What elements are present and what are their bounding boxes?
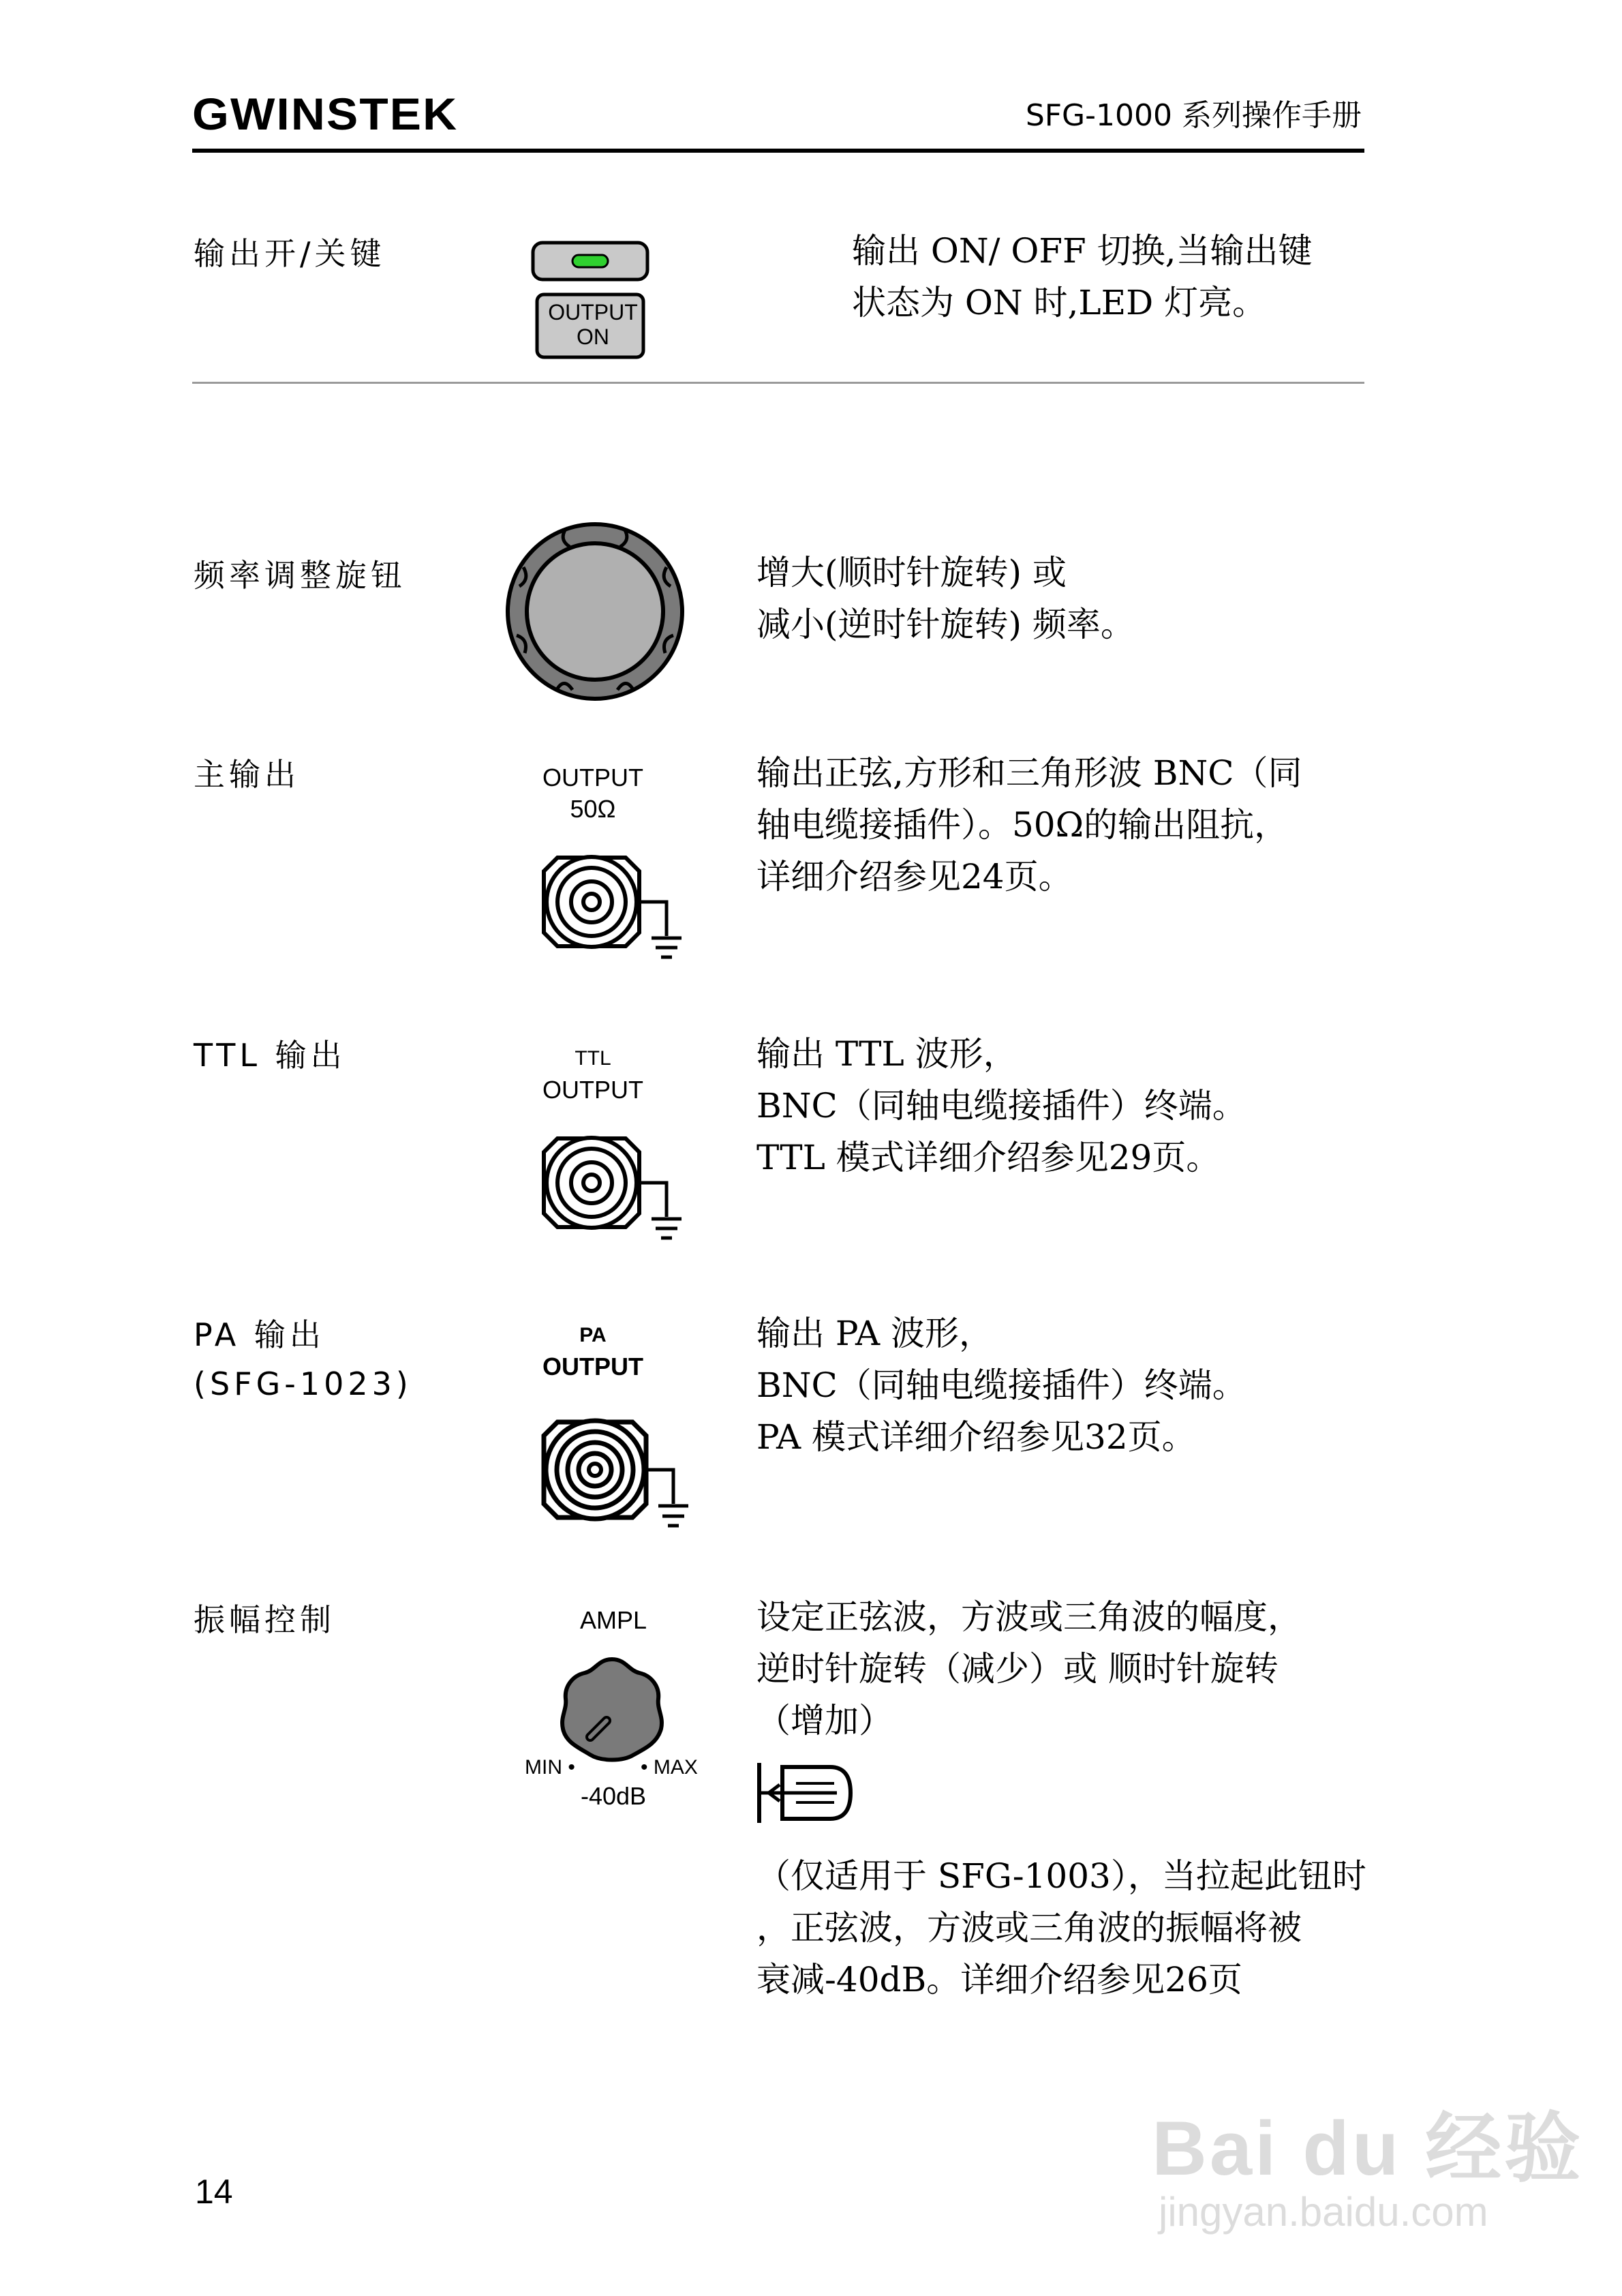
section-divider	[192, 382, 1364, 384]
attenuation-label: -40dB	[580, 1782, 647, 1810]
main-output-description: 输出正弦,方形和三角形波 BNC（同 轴电缆接插件）。50Ω的输出阻抗， 详细介绍参见24页。	[756, 753, 1302, 896]
page-number: 14	[195, 2173, 233, 2211]
ttl-output-caption: TTL OUTPUT	[542, 1047, 643, 1104]
frequency-knob-description: 增大(顺时针旋转) 或 减小(逆时针旋转) 频率。	[756, 553, 1135, 644]
output-onoff-label: 输出开/关键	[194, 235, 386, 272]
baidu-watermark-url: jingyan.baidu.com	[1159, 2189, 1488, 2235]
led-indicator-icon	[572, 255, 608, 267]
ampl-caption: AMPL	[579, 1606, 647, 1634]
pull-knob-icon	[755, 1759, 857, 1827]
pa-output-caption: PA OUTPUT	[542, 1324, 643, 1380]
manual-title: SFG-1000 系列操作手册	[1025, 98, 1362, 133]
main-output-label: 主输出	[194, 756, 300, 793]
header-divider	[192, 149, 1364, 153]
min-label: MIN •	[525, 1756, 575, 1779]
amplitude-knob-icon	[557, 1655, 667, 1764]
ttl-output-label: TTL 输出	[194, 1037, 346, 1074]
output-on-key-caption: OUTPUT ON	[548, 300, 638, 349]
amplitude-control-description: 设定正弦波，方波或三角波的幅度， 逆时针旋转（减少）或 顺时针旋转 （增加）	[756, 1597, 1302, 1740]
main-output-caption: OUTPUT 50Ω	[542, 764, 643, 823]
output-onoff-description: 输出 ON/ OFF 切换,当输出键 状态为 ON 时,LED 灯亮。	[852, 231, 1313, 322]
baidu-watermark: Bai du 经验	[1152, 2106, 1584, 2191]
frequency-knob-icon	[503, 519, 687, 704]
amplitude-note: （仅适用于 SFG-1003），当拉起此钮时 ，正弦波，方波或三角波的振幅将被 衰减-40dB。详细介绍参见26页	[756, 1856, 1366, 1999]
bnc-connector-icon	[537, 844, 694, 987]
frequency-knob-label: 频率调整旋钮	[194, 557, 406, 594]
pa-output-description: 输出 PA 波形， BNC（同轴电缆接插件）终端。 PA 模式详细介绍参见32页。	[756, 1314, 1246, 1457]
ttl-output-description: 输出 TTL 波形， BNC（同轴电缆接插件）终端。 TTL 模式详细介绍参见29页。	[756, 1034, 1246, 1177]
max-label: • MAX	[641, 1756, 698, 1779]
ttl-bnc-connector-icon	[537, 1125, 694, 1268]
pa-bnc-connector-icon	[537, 1408, 701, 1558]
amplitude-control-label: 振幅控制	[194, 1601, 335, 1638]
pa-output-label: PA 输出 (SFG-1023)	[194, 1316, 412, 1402]
gwinstek-logo: GWINSTEK	[192, 89, 459, 139]
